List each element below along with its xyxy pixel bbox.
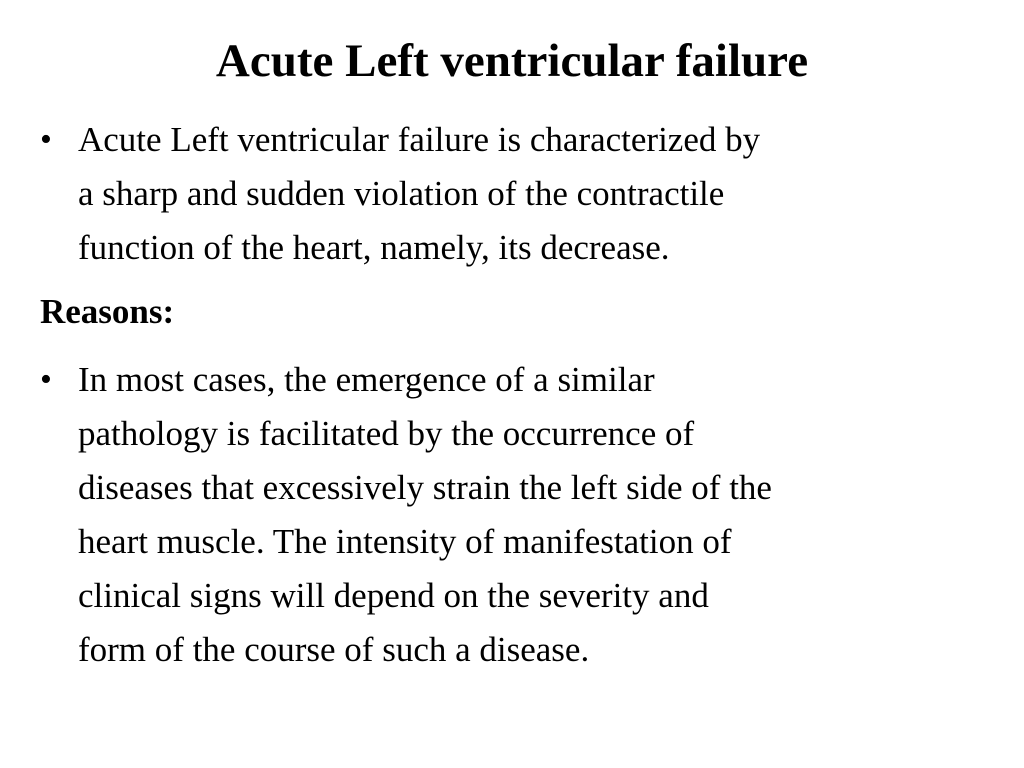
reasons-text [78,353,990,677]
reasons-heading: Reasons: [40,292,175,331]
slide-title: Acute Left ventricular failure [215,35,809,87]
text-line: diseases that excessively strain the left side of the [78,468,772,507]
reasons-bullet [40,353,990,677]
text-line: form of the course of such a disease. [78,630,590,669]
definition-text [78,113,990,275]
text-line: a sharp and sudden violation of the contractile [78,174,725,213]
bullet-icon: • [40,361,52,398]
bullet-icon: • [40,121,52,158]
text-line: pathology is facilitated by the occurrence of [78,414,695,453]
definition-bullet [40,113,990,275]
text-line: Acute Left ventricular failure is characterized by [78,120,761,159]
text-line: heart muscle. The intensity of manifestation of [78,522,732,561]
text-line: In most cases, the emergence of a similar [78,360,655,399]
text-line: function of the heart, namely, its decrease. [78,228,670,267]
text-line: clinical signs will depend on the severity and [78,576,709,615]
